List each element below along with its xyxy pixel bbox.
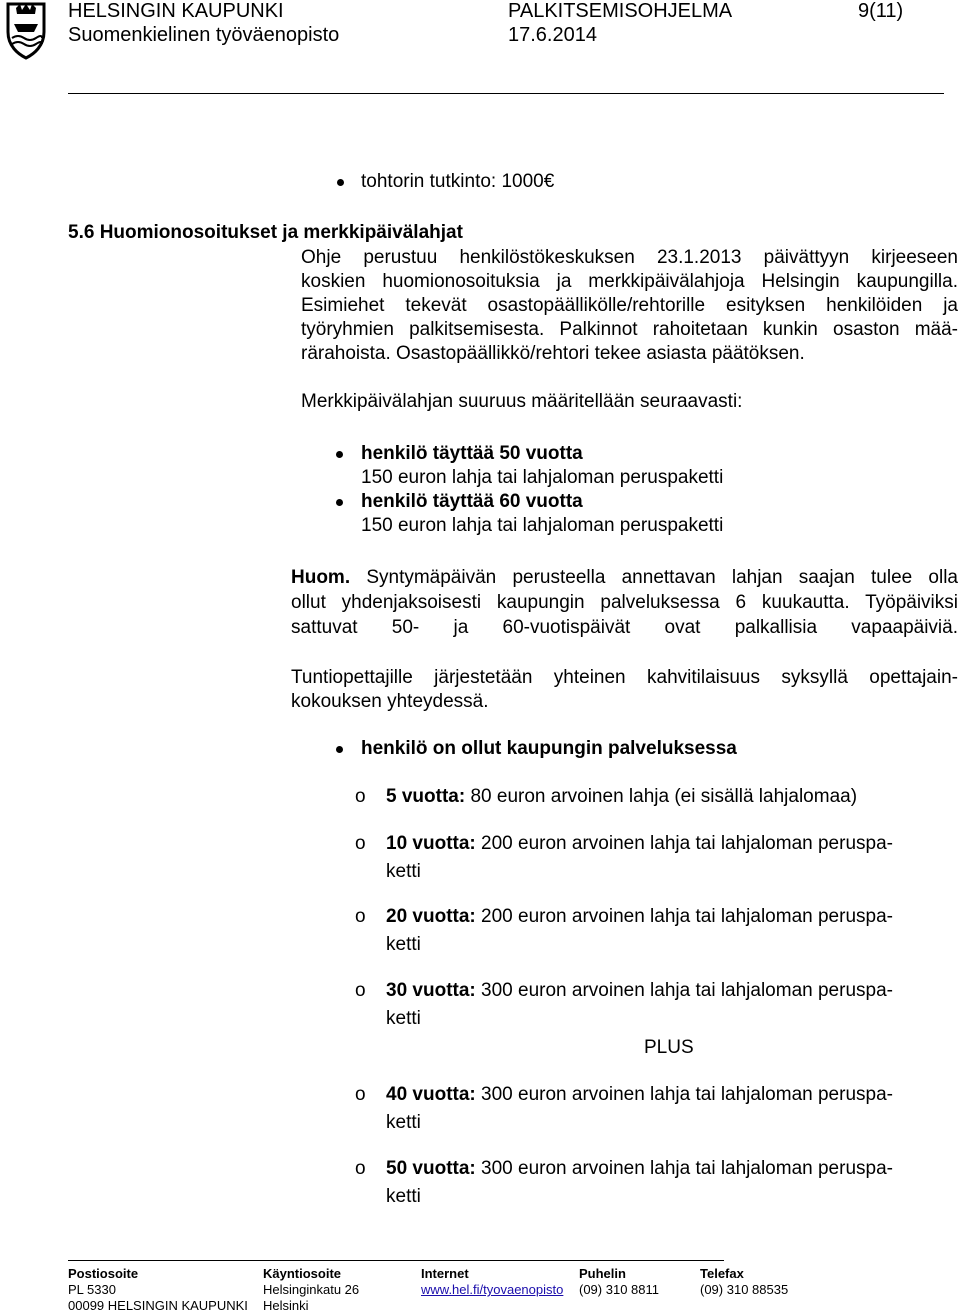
footer-fax: (09) 310 88535	[700, 1282, 789, 1297]
list-marker: o	[355, 906, 366, 927]
service-item-40	[386, 1083, 893, 1107]
birthday-60-title: henkilö täyttää 60 vuotta	[361, 491, 583, 512]
footer-postal-line: 00099 HELSINGIN KAUPUNKI	[68, 1298, 248, 1313]
footer-head-fax: Telefax	[700, 1266, 744, 1281]
paragraph-line: Ohje perustuu henkilöstökeskuksen 23.1.2013 päivättyyn kirjeeseen	[301, 247, 958, 268]
hourly-line: Tuntiopettajille järjestetään yhteinen kahvitilaisuus syksyllä opettajain-	[291, 667, 958, 688]
footer-head-internet: Internet	[421, 1266, 469, 1281]
service-item-50	[386, 1157, 893, 1181]
footer-postal-line: PL 5330	[68, 1282, 116, 1297]
note-line	[291, 566, 958, 590]
footer-website-link[interactable]: www.hel.fi/tyovaenopisto	[421, 1282, 564, 1297]
birthday-50-desc: 150 euron lahja tai lahjaloman peruspaketti	[361, 467, 724, 488]
birthday-50-title: henkilö täyttää 50 vuotta	[361, 443, 583, 464]
paragraph-line: rärahoista. Osastopäällikkö/rehtori tekee asiasta päätöksen.	[301, 343, 805, 364]
bullet-dot	[337, 179, 344, 186]
service-item-5	[386, 785, 857, 809]
footer-visit-line: Helsinginkatu 26	[263, 1282, 360, 1297]
service-item-20	[386, 905, 893, 929]
list-marker: o	[355, 980, 366, 1001]
service-desc: 80 euron arvoinen lahja (ei sisällä lahjalomaa)	[470, 786, 858, 807]
note-line: sattuvat 50- ja 60-vuotispäivät ovat palkallisia vapaapäiviä.	[291, 617, 958, 638]
footer-divider	[68, 1260, 724, 1261]
birthday-60-desc: 150 euron lahja tai lahjaloman peruspaketti	[361, 515, 724, 536]
gift-size-intro: Merkkipäivälahjan suuruus määritellään seuraavasti:	[301, 391, 743, 412]
service-item-30	[386, 979, 893, 1003]
note-line: ollut yhdenjaksoisesti kaupungin palveluksessa 6 kuukautta. Työpäiviksi	[291, 592, 958, 613]
service-desc-cont: ketti	[386, 1186, 421, 1207]
service-desc-cont: ketti	[386, 861, 421, 882]
helsinki-crest-icon	[2, 2, 50, 60]
service-desc: 300 euron arvoinen lahja tai lahjaloman peruspa-	[481, 980, 893, 1001]
note-line-1: Syntymäpäivän perusteella annettavan lahjan saajan tulee olla	[366, 567, 958, 588]
doctoral-degree-item: tohtorin tutkinto: 1000€	[361, 171, 555, 192]
footer-phone: (09) 310 8811	[579, 1282, 659, 1297]
service-item-10	[386, 832, 893, 856]
note-label: Huom.	[291, 567, 351, 588]
service-heading: henkilö on ollut kaupungin palveluksessa	[361, 738, 737, 759]
footer-visit-line: Helsinki	[263, 1298, 309, 1313]
header-doc-title: PALKITSEMISOHJELMA	[508, 0, 733, 22]
plus-label: PLUS	[644, 1037, 694, 1058]
bullet-dot	[336, 746, 343, 753]
service-years: 10 vuotta:	[386, 833, 476, 854]
header-page-number: 9(11)	[858, 0, 904, 22]
footer-head-phone: Puhelin	[579, 1266, 626, 1281]
list-marker: o	[355, 833, 366, 854]
service-desc-cont: ketti	[386, 934, 421, 955]
section-heading: 5.6 Huomionosoitukset ja merkkipäivälahjat	[68, 222, 463, 243]
service-years: 40 vuotta:	[386, 1084, 476, 1105]
list-marker: o	[355, 786, 366, 807]
bullet-dot	[336, 451, 343, 458]
hourly-line: kokouksen yhteydessä.	[291, 691, 489, 712]
header-divider	[68, 93, 944, 94]
paragraph-line: koskien huomionosoituksia ja merkkipäivälahjoja Helsingin kaupungilla.	[301, 271, 958, 292]
service-years: 50 vuotta:	[386, 1158, 476, 1179]
list-marker: o	[355, 1158, 366, 1179]
paragraph-line: työryhmien palkitsemisesta. Palkinnot rahoitetaan kunkin osaston mää-	[301, 319, 958, 340]
service-years: 30 vuotta:	[386, 980, 476, 1001]
header-unit: Suomenkielinen työväenopisto	[68, 24, 340, 46]
header-org: HELSINGIN KAUPUNKI	[68, 0, 284, 22]
bullet-dot	[336, 499, 343, 506]
service-years: 20 vuotta:	[386, 906, 476, 927]
service-desc-cont: ketti	[386, 1112, 421, 1133]
service-desc-cont: ketti	[386, 1008, 421, 1029]
service-desc: 300 euron arvoinen lahja tai lahjaloman peruspa-	[481, 1084, 893, 1105]
service-desc: 300 euron arvoinen lahja tai lahjaloman peruspa-	[481, 1158, 893, 1179]
service-years: 5 vuotta:	[386, 786, 466, 807]
header-date: 17.6.2014	[508, 24, 597, 46]
footer-head-visit: Käyntiosoite	[263, 1266, 342, 1281]
list-marker: o	[355, 1084, 366, 1105]
footer-head-postal: Postiosoite	[68, 1266, 139, 1281]
service-desc: 200 euron arvoinen lahja tai lahjaloman peruspa-	[481, 906, 893, 927]
paragraph-line: Esimiehet tekevät osastopäällikölle/rehtorille esityksen henkilöiden ja	[301, 295, 958, 316]
service-desc: 200 euron arvoinen lahja tai lahjaloman peruspa-	[481, 833, 893, 854]
